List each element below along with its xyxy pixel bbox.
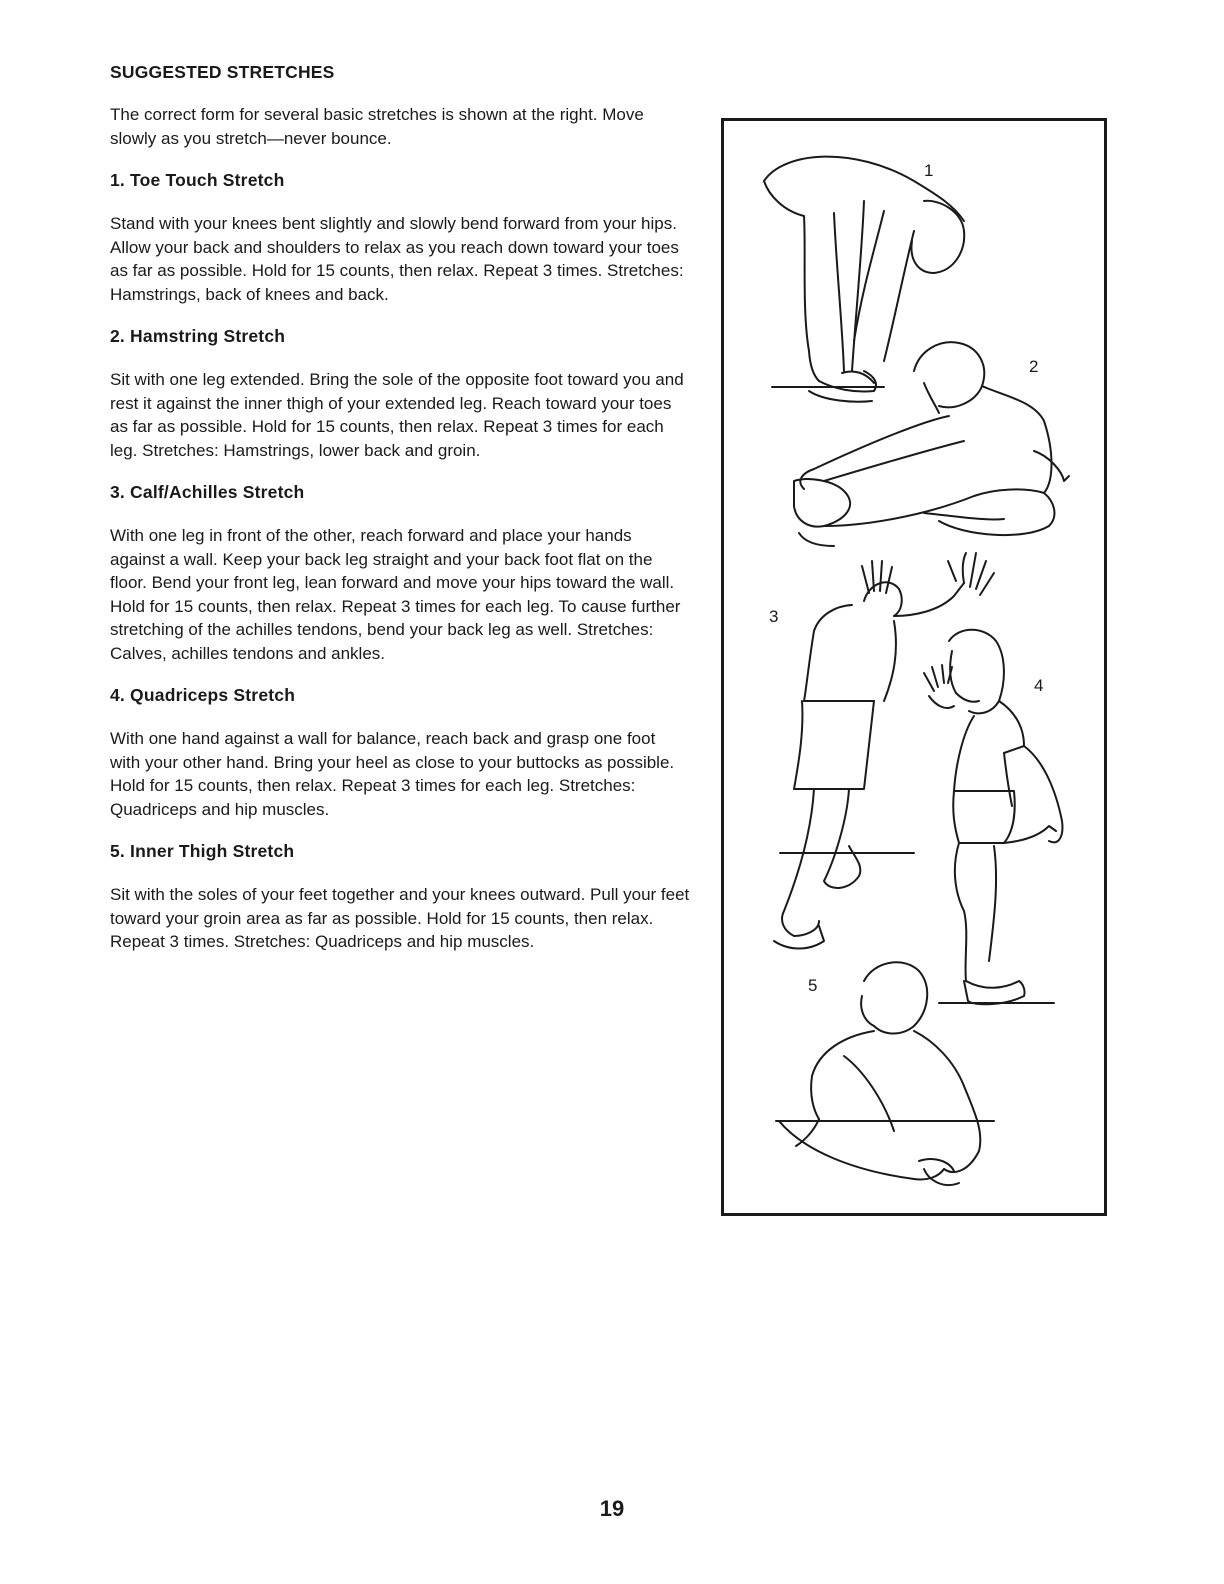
section-body: With one leg in front of the other, reach forward and place your hands against a wall. Keep your back leg straight and your back foot flat on the floor. Bend your front leg, lean forward and move your hips toward the wall. Hold for 15 counts, then relax. Repeat 3 times for each leg. To cause further stretching of the achilles tendons, bend your back leg as well. Stretches: Calves, achilles tendons and ankles. [110, 526, 681, 663]
text-column [110, 62, 690, 974]
stretch-illustrations-panel [721, 118, 1107, 1216]
hamstring-figure [794, 342, 1069, 546]
svg-text:5: 5 [808, 976, 818, 995]
section-body: Sit with one leg extended. Bring the sole of the opposite foot toward you and rest it against the inner thigh of your extended leg. Reach toward your toes as far as possible. Hold for 15 counts, then relax. Repeat 3 times for each leg. Stretches: Hamstrings, lower back and groin. [110, 370, 684, 460]
svg-text:4: 4 [1034, 676, 1044, 695]
section-body: Stand with your knees bent slightly and slowly bend forward from your hips. Allow your back and shoulders to relax as you reach down toward your toes as far as possible. Hold for 15 counts, then relax. Repeat 3 times. Stretches: Hamstrings, back of knees and back. [110, 214, 684, 304]
page-heading: SUGGESTED STRETCHES [110, 62, 335, 82]
section-calf-achilles [110, 482, 690, 665]
section-quadriceps [110, 685, 690, 821]
figure-label-1: 1 [924, 161, 934, 180]
page-number: 19 [599, 1496, 625, 1521]
section-toe-touch [110, 170, 690, 306]
toe-touch-figure [764, 157, 964, 402]
section-title: 1. Toe Touch Stretch [110, 170, 285, 190]
svg-text:2: 2 [1029, 357, 1039, 376]
section-body: With one hand against a wall for balance, reach back and grasp one foot with your other hand. Bring your heel as close to your buttocks as possible. Hold for 15 counts, then relax. Repeat 3 times for each leg. Stretches: Quadriceps and hip muscles. [110, 729, 675, 819]
inner-thigh-figure [776, 962, 994, 1185]
svg-text:3: 3 [769, 607, 779, 626]
section-title: 3. Calf/Achilles Stretch [110, 482, 305, 502]
section-title: 5. Inner Thigh Stretch [110, 841, 295, 861]
section-hamstring [110, 326, 690, 462]
section-body: Sit with the soles of your feet together and your knees outward. Pull your feet toward your groin area as far as possible. Hold for 15 counts, then relax. Repeat 3 times. Stretches: Quadriceps and hip muscles. [110, 885, 690, 951]
section-title: 4. Quadriceps Stretch [110, 685, 296, 705]
section-inner-thigh [110, 841, 690, 954]
section-title: 2. Hamstring Stretch [110, 326, 286, 346]
intro-paragraph: The correct form for several basic stretches is shown at the right. Move slowly as you stretch—never bounce. [110, 105, 644, 148]
quadriceps-figure [924, 630, 1062, 1005]
